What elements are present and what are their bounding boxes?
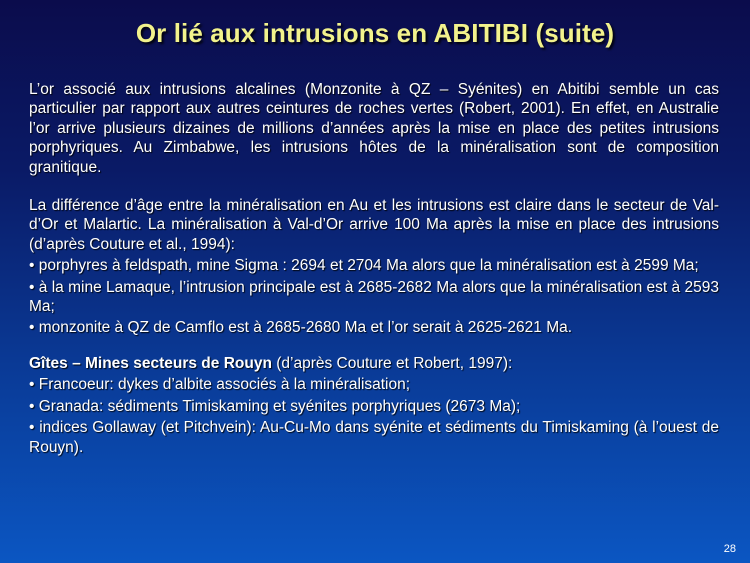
paragraph-age-difference: La différence d’âge entre la minéralisation en Au et les intrusions est claire dans le secteur de Val-d’Or et Malartic. La minéralisation à Val-d’Or arrive 100 Ma après la mise en place des intrusions (d’après Couture et al., 1994): — [29, 197, 719, 253]
bullet-camflo: • monzonite à QZ de Camflo est à 2685-2680 Ma et l’or serait à 2625-2621 Ma. — [29, 319, 573, 337]
rouyn-heading-bold: Gîtes – Mines secteurs de Rouyn — [29, 354, 272, 372]
slide-title: Or lié aux intrusions en ABITIBI (suite) — [135, 18, 615, 48]
bullet-francoeur: • Francoeur: dykes d’albite associés à la minéralisation; — [29, 376, 411, 394]
bullet-granada: • Granada: sédiments Timiskaming et syénites porphyriques (2673 Ma); — [29, 397, 521, 415]
spacer — [29, 177, 719, 196]
bullet-gollaway: • indices Gollaway (et Pitchvein): Au-Cu-Mo dans syénite et sédiments du Timiskaming (à l’ouest de Rouyn). — [29, 419, 719, 456]
bullet-lamaque: • à la mine Lamaque, l’intrusion principale est à 2685-2682 Ma alors que la minéralisation est à 2593 Ma; — [29, 278, 719, 316]
rouyn-heading — [29, 354, 719, 373]
bullet-sigma: • porphyres à feldspath, mine Sigma : 2694 et 2704 Ma alors que la minéralisation est à 2599 Ma; — [29, 257, 699, 275]
spacer — [29, 338, 719, 354]
page-number: 28 — [723, 543, 736, 555]
rouyn-heading-citation: (d’après Couture et Robert, 1997): — [271, 354, 513, 372]
slide-content — [29, 80, 719, 457]
paragraph-intro: L’or associé aux intrusions alcalines (Monzonite à QZ – Syénites) en Abitibi semble un cas particulier par rapport aux autres ceintures de roches vertes (Robert, 2001). En effet, en Australie l’or arrive plusieurs dizaines de millions d’années après la mise en place des petites intrusions porphyriques. Au Zimbabwe, les intrusions hôtes de la minéralisation sont de composition granitique. — [29, 81, 719, 176]
